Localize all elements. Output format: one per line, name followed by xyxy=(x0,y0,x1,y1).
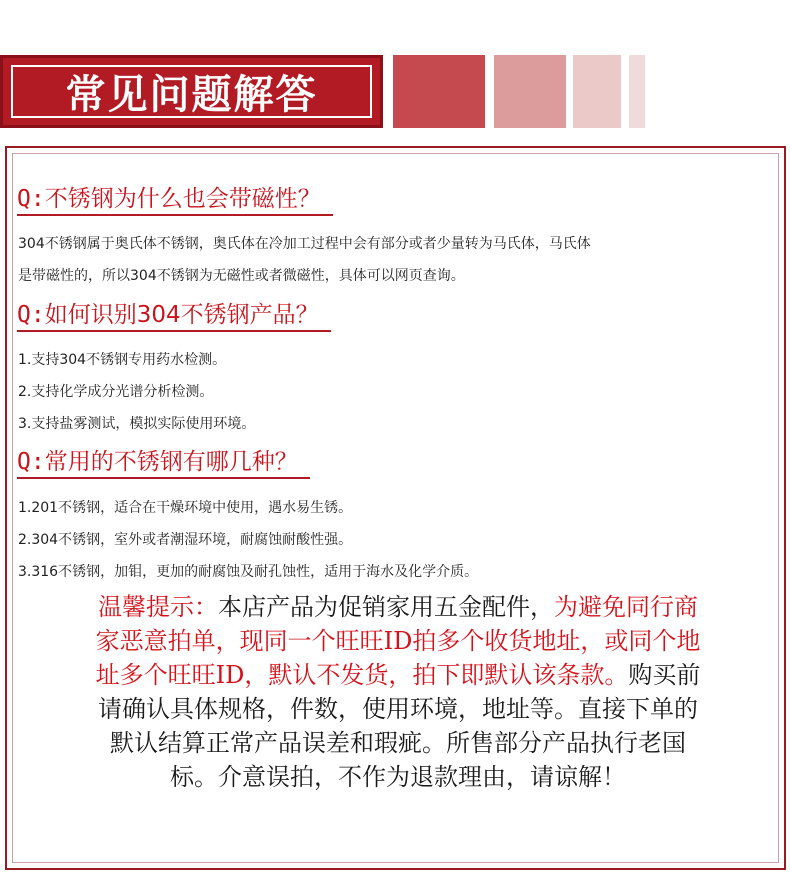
faq-answer-line: 2.304不锈钢，室外或者潮湿环境，耐腐蚀耐酸性强。 xyxy=(18,532,353,548)
question-text: 常用的不锈钢有哪几种？ xyxy=(44,449,298,475)
question-prefix: Q: xyxy=(17,186,45,212)
decorative-block xyxy=(573,55,621,128)
decorative-block xyxy=(629,55,645,128)
decorative-block xyxy=(393,55,485,128)
notice-line-2: 家恶意拍单，现同一个旺旺ID拍多个收货地址，或同个地 xyxy=(95,627,701,655)
decorative-block xyxy=(494,55,566,128)
faq-answer-line: 1.201不锈钢，适合在干燥环境中使用，遇水易生锈。 xyxy=(18,500,353,516)
question-prefix: Q: xyxy=(17,302,45,328)
notice-warning: 址多个旺旺ID，默认不发货，拍下即默认该条款。 xyxy=(95,661,629,689)
faq-question-2 xyxy=(17,300,331,332)
notice-text: 本店产品为促销家用五金配件， xyxy=(218,593,554,621)
notice-line-3 xyxy=(18,658,778,692)
question-prefix: Q: xyxy=(17,449,45,475)
faq-answer-line: 是带磁性的，所以304不锈钢为无磁性或者微磁性，具体可以网页查询。 xyxy=(18,268,465,284)
question-text: 不锈钢为什么也会带磁性？ xyxy=(44,186,321,212)
notice-line-6: 标。介意误拍，不作为退款理由，请谅解！ xyxy=(170,763,626,791)
notice-warning: 为避免同行商 xyxy=(554,593,698,621)
question-text: 如何识别304不锈钢产品？ xyxy=(44,302,319,328)
notice-text: 购买前 xyxy=(628,661,701,689)
faq-question-1 xyxy=(17,184,333,216)
notice-line-1 xyxy=(18,590,778,624)
notice-line-4: 请确认具体规格，件数，使用环境，地址等。直接下单的 xyxy=(98,695,698,723)
faq-answer-line: 2.支持化学成分光谱分析检测。 xyxy=(18,384,214,400)
notice-line-5: 默认结算正常产品误差和瑕疵。所售部分产品执行老国 xyxy=(110,729,686,757)
faq-answer-line: 3.316不锈钢，加钼，更加的耐腐蚀及耐孔蚀性，适用于海水及化学介质。 xyxy=(18,564,479,580)
faq-answer-line: 3.支持盐雾测试，模拟实际使用环境。 xyxy=(18,416,256,432)
notice-paragraph xyxy=(18,590,778,794)
faq-answer-line: 304不锈钢属于奥氏体不锈钢，奥氏体在冷加工过程中会有部分或者少量转为马氏体，马氏体 xyxy=(18,236,591,252)
faq-answer-line: 1.支持304不锈钢专用药水检测。 xyxy=(18,352,227,368)
section-title-block xyxy=(0,55,383,128)
section-title: 常见问题解答 xyxy=(11,65,372,118)
faq-question-3 xyxy=(17,447,310,479)
notice-label: 温馨提示： xyxy=(98,593,218,621)
